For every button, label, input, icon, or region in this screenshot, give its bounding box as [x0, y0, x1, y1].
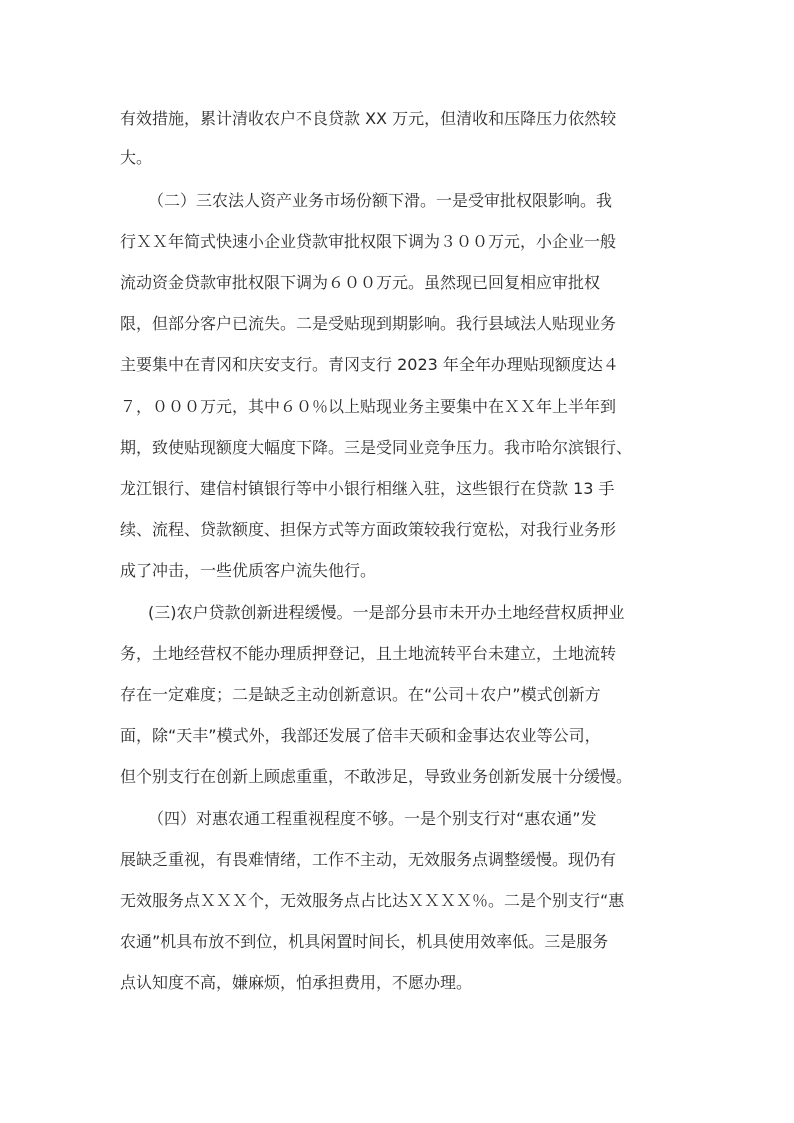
text-line-17: 但个别支行在创新上顾虑重重，不敢涉足，导致业务创新发展十分缓慢。	[120, 767, 633, 786]
text-line-12: 成了冲击，一些优质客户流失他行。	[120, 561, 377, 580]
text-line-3: （二）三农法人资产业务市场份额下滑。一是受审批权限影响。我	[148, 191, 613, 210]
text-line-7: 主要集中在青冈和庆安支行。青冈支行 2023 年全年办理贴现额度达４	[120, 355, 619, 374]
text-line-11: 续、流程、贷款额度、担保方式等方面政策较我行宽松，对我行业务形	[120, 520, 617, 539]
text-line-4: 行ＸＸ年简式快速小企业贷款审批权限下调为３００万元，小企业一般	[120, 232, 617, 251]
text-line-20: 无效服务点ＸＸＸ个，无效服务点占比达ＸＸＸＸ％。二是个别支行“惠	[120, 891, 625, 910]
text-line-6: 限，但部分客户已流失。二是受贴现到期影响。我行县域法人贴现业务	[120, 314, 617, 333]
text-line-21: 农通”机具布放不到位，机具闲置时间长，机具使用效率低。三是服务	[120, 932, 609, 951]
text-line-8: ７，０００万元，其中６０％以上贴现业务主要集中在ＸＸ年上半年到	[120, 397, 617, 416]
text-line-13: (三)农户贷款创新进程缓慢。一是部分县市未开办土地经营权质押业	[148, 603, 625, 622]
text-line-10: 龙江银行、建信村镇银行等中小银行相继入驻，这些银行在贷款 13 手	[120, 479, 615, 498]
text-line-22: 点认知度不高，嫌麻烦，怕承担费用，不愿办理。	[120, 973, 473, 992]
text-line-9: 期，致使贴现额度大幅度下降。三是受同业竞争压力。我市哈尔滨银行、	[120, 438, 633, 457]
text-line-1: 有效措施，累计清收农户不良贷款 XX 万元，但清收和压降压力依然较	[120, 109, 617, 128]
text-line-18: （四）对惠农通工程重视程度不够。一是个别支行对“惠农通”发	[148, 809, 597, 828]
text-line-5: 流动资金贷款审批权限下调为６００万元。虽然现已回复相应审批权	[120, 273, 601, 292]
text-line-19: 展缺乏重视，有畏难情绪，工作不主动，无效服务点调整缓慢。现仍有	[120, 850, 617, 869]
text-line-2: 大。	[120, 148, 153, 167]
text-line-16: 面，除“天丰”模式外，我部还发展了倍丰天硕和金事达农业等公司，	[120, 726, 601, 745]
text-line-15: 存在一定难度；二是缺乏主动创新意识。在“公司＋农户”模式创新方	[120, 685, 601, 704]
text-line-14: 务，土地经营权不能办理质押登记，且土地流转平台未建立，土地流转	[120, 644, 617, 663]
